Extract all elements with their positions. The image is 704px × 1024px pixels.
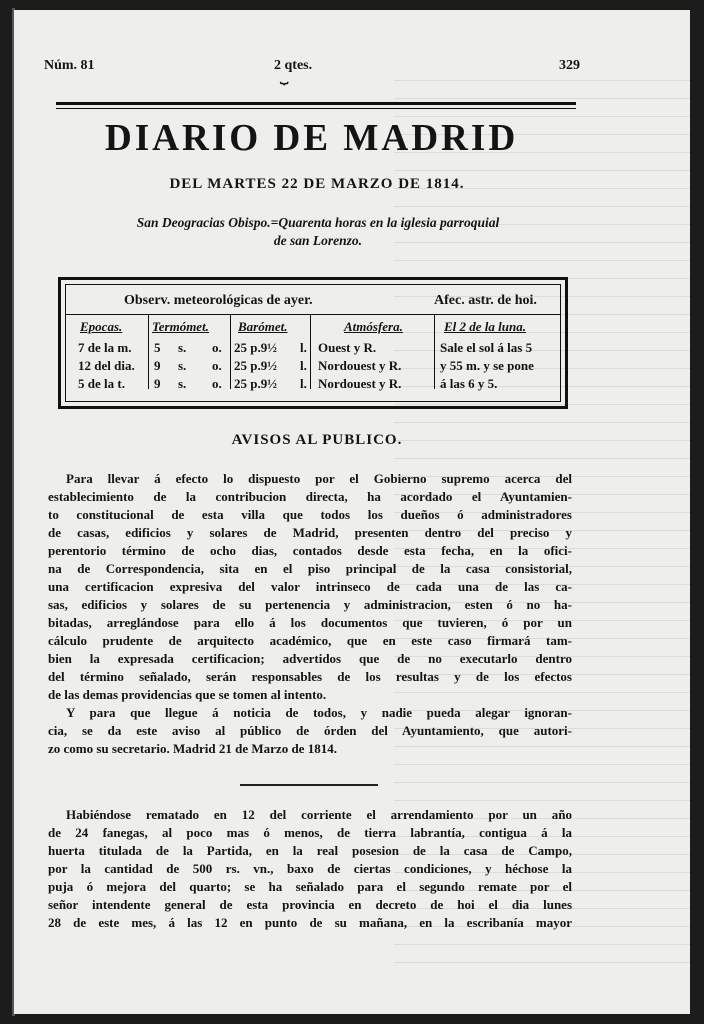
para1-line: de las demas providencias que se tomen al intento. bbox=[48, 687, 327, 702]
row1-temp-sign: s. bbox=[178, 340, 187, 355]
table-header-rule bbox=[66, 314, 560, 315]
para1-line: una certificacion expresiva del valor intrinseco de cada una de las ca- bbox=[48, 579, 572, 594]
para1-line: na de Correspondencia, sita en el piso principal de la casa consistorial, bbox=[48, 561, 572, 576]
para3-line: puja ó mejora del quarto; se ha señalado para el segundo remate por el bbox=[48, 879, 572, 894]
section-divider bbox=[240, 784, 378, 786]
para3-line: señor intendente general de esta provincia en decreto de hoi el dia lunes bbox=[48, 897, 572, 912]
para1-line: Para llevar á efecto lo dispuesto por el Gobierno supremo acerca del bbox=[66, 471, 572, 486]
saint-line-1: San Deogracias Obispo.=Quarenta horas en la iglesia parroquial bbox=[136, 215, 500, 230]
para1-line: sas, edificios y solares de su pertenencia y administracion, esten ó no ha- bbox=[48, 597, 572, 612]
para1-line: cálculo prudente de arquitecto académico, que en este caso firmará tam- bbox=[48, 633, 572, 648]
row1-astro: Sale el sol á las 5 bbox=[440, 340, 533, 355]
masthead-title: DIARIO DE MADRID bbox=[104, 117, 519, 159]
para3-line: de 24 fanegas, al poco mas ó menos, de tierra labrantía, contigua á la bbox=[48, 825, 572, 840]
row3-atmos: Nordouest y R. bbox=[318, 376, 402, 391]
row3-astro: á las 6 y 5. bbox=[440, 376, 498, 391]
para1-line: de casas, edificios y solares de Madrid, presenten dentro del preciso y bbox=[48, 525, 572, 540]
col-divider-4 bbox=[434, 315, 435, 389]
col-termometro: Termómet. bbox=[152, 319, 209, 334]
weather-observations-box bbox=[58, 277, 568, 409]
col-divider-3 bbox=[310, 315, 311, 389]
weather-table bbox=[65, 284, 561, 402]
para2-line: Y para que llegue á noticia de todos, y nadie pueda alegar ignoran- bbox=[66, 705, 572, 720]
col-barometro: Barómet. bbox=[238, 319, 288, 334]
para3-line: 28 de este mes, á las 12 en punto de su mañana, en la escribanía mayor bbox=[48, 915, 572, 930]
issue-number: Núm. 81 bbox=[44, 58, 95, 73]
para1-line: to constitucional de esta villa que todos los dueños ó administradores bbox=[48, 507, 572, 522]
saint-line-2: de san Lorenzo. bbox=[273, 233, 363, 248]
row3-temp-frac: o. bbox=[212, 376, 222, 391]
row3-temp-deg: 9 bbox=[154, 376, 161, 391]
header-rule-thick bbox=[56, 102, 576, 105]
row2-epoch: 12 del dia. bbox=[78, 358, 135, 373]
page-number: 329 bbox=[559, 58, 580, 73]
col-divider-1 bbox=[148, 315, 149, 389]
row1-baro: 25 p.9½ bbox=[234, 340, 277, 355]
row3-baro: 25 p.9½ bbox=[234, 376, 277, 391]
section-title-avisos: AVISOS AL PUBLICO. bbox=[231, 432, 403, 448]
saint-of-day bbox=[60, 214, 576, 250]
dateline: DEL MARTES 22 DE MARZO DE 1814. bbox=[169, 176, 465, 192]
weather-table-title: Observ. meteorológicas de ayer. bbox=[124, 293, 313, 308]
row2-baro: 25 p.9½ bbox=[234, 358, 277, 373]
quire-count: 2 qtes. bbox=[274, 58, 313, 73]
row2-astro: y 55 m. y se pone bbox=[440, 358, 534, 373]
row3-baro-unit: l. bbox=[300, 376, 307, 391]
row2-temp-sign: s. bbox=[178, 358, 187, 373]
col-divider-2 bbox=[230, 315, 231, 389]
row1-atmos: Ouest y R. bbox=[318, 340, 377, 355]
row1-epoch: 7 de la m. bbox=[78, 340, 132, 355]
para1-line: perentorio término de ocho dias, contados desde esta fecha, en la ofici- bbox=[48, 543, 572, 558]
para3-line: huerta titulada de la Partida, en la real posesion de la casa de Campo, bbox=[48, 843, 572, 858]
row2-temp-deg: 9 bbox=[154, 358, 161, 373]
row1-temp-deg: 5 bbox=[154, 340, 161, 355]
row2-temp-frac: o. bbox=[212, 358, 222, 373]
notice-paragraph-3 bbox=[48, 806, 572, 932]
para2-line: cia, se da este aviso al público de órden del Ayuntamiento, que autori- bbox=[48, 723, 572, 738]
notice-paragraph-2 bbox=[48, 704, 572, 758]
para3-line: por la cantidad de 500 rs. vn., baxo de ciertas condiciones, y héchose la bbox=[48, 861, 572, 876]
col-epocas: Epocas. bbox=[80, 319, 123, 334]
astro-table-title: Afec. astr. de hoi. bbox=[434, 293, 537, 308]
brace-mark: ⏟ bbox=[280, 70, 289, 85]
row3-temp-sign: s. bbox=[178, 376, 187, 391]
para3-line: Habiéndose rematado en 12 del corriente el arrendamiento por un año bbox=[66, 807, 572, 822]
col-luna: El 2 de la luna. bbox=[444, 319, 526, 334]
row3-epoch: 5 de la t. bbox=[78, 376, 125, 391]
notice-paragraph-1 bbox=[48, 470, 572, 704]
col-atmosfera: Atmósfera. bbox=[344, 319, 403, 334]
para1-line: bitadas, arreglándose para ello á los documentos que tuvieren, ó por un bbox=[48, 615, 572, 630]
row2-atmos: Nordouest y R. bbox=[318, 358, 402, 373]
running-header bbox=[44, 56, 580, 85]
row1-baro-unit: l. bbox=[300, 340, 307, 355]
row1-temp-frac: o. bbox=[212, 340, 222, 355]
para1-line: bien la expresada certificacion; advertidos que de no executarlo dentro bbox=[48, 651, 572, 666]
header-rule-thin bbox=[56, 108, 576, 109]
para1-line: establecimiento de la contribucion directa, ha acordado el Ayuntamien- bbox=[48, 489, 572, 504]
para2-line: zo como su secretario. Madrid 21 de Marzo de 1814. bbox=[48, 741, 337, 756]
para1-line: del término señalado, serán responsables de los resultas y de los efectos bbox=[48, 669, 572, 684]
row2-baro-unit: l. bbox=[300, 358, 307, 373]
